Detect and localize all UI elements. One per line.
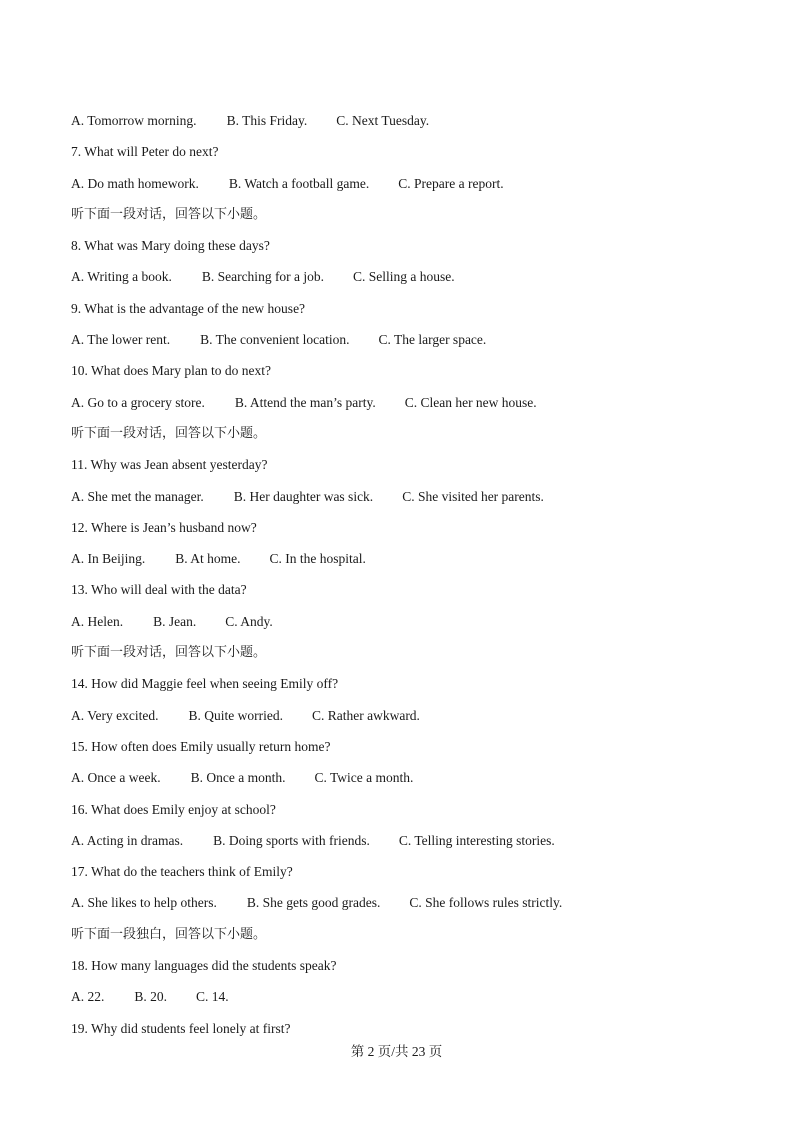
option-b: B. Watch a football game. <box>228 175 370 191</box>
option-b: B. Searching for a job. <box>201 269 325 285</box>
question-8: 8. What was Mary doing these days? <box>71 238 270 254</box>
question-15: 15. How often does Emily usually return home? <box>71 738 331 754</box>
page-number: 第 2 页/共 23 页 <box>350 1044 443 1059</box>
question-11: 11. Why was Jean absent yesterday? <box>71 457 268 473</box>
option-a: A. Once a week. <box>71 770 161 786</box>
answer-options <box>71 767 751 798</box>
answer-options <box>71 392 751 423</box>
question-14: 14. How did Maggie feel when seeing Emily off? <box>71 676 339 692</box>
option-a: A. Do math homework. <box>71 175 199 191</box>
option-b: B. Attend the man’s party. <box>234 394 376 410</box>
option-b: B. Jean. <box>153 613 197 629</box>
answer-options <box>71 329 751 360</box>
answer-options <box>71 611 751 642</box>
question-12: 12. Where is Jean’s husband now? <box>71 519 257 535</box>
question-13: 13. Who will deal with the data? <box>71 582 247 598</box>
option-c: C. Prepare a report. <box>398 175 504 191</box>
option-c: C. Clean her new house. <box>404 394 537 410</box>
section-instruction: 听下面一段对话，回答以下小题。 <box>71 425 267 441</box>
option-c: C. Next Tuesday. <box>336 113 430 128</box>
option-a: A. Very excited. <box>71 707 159 723</box>
option-b: B. 20. <box>134 989 168 1005</box>
option-a: A. Writing a book. <box>71 269 172 285</box>
answer-options <box>71 705 751 736</box>
question-19: 19. Why did students feel lonely at first? <box>71 1020 291 1036</box>
question-17: 17. What do the teachers think of Emily? <box>71 864 293 880</box>
answer-options <box>71 173 751 204</box>
option-b: B. This Friday. <box>226 113 308 128</box>
answer-options <box>71 986 751 1017</box>
option-a: A. Tomorrow morning. <box>71 113 197 128</box>
option-a: A. Go to a grocery store. <box>71 394 205 410</box>
option-b: B. Quite worried. <box>188 707 283 723</box>
question-18: 18. How many languages did the students speak? <box>71 958 337 974</box>
question-list <box>71 110 751 1049</box>
option-b: B. Her daughter was sick. <box>233 488 374 504</box>
option-c: C. Telling interesting stories. <box>398 832 555 848</box>
answer-options <box>71 110 751 141</box>
option-c: C. Rather awkward. <box>311 707 420 723</box>
option-c: C. Andy. <box>225 613 273 629</box>
answer-options <box>71 548 751 579</box>
option-a: A. In Beijing. <box>71 551 146 567</box>
option-a: A. Acting in dramas. <box>71 832 184 848</box>
answer-options <box>71 830 751 861</box>
section-instruction: 听下面一段对话，回答以下小题。 <box>71 206 267 222</box>
section-instruction: 听下面一段独白，回答以下小题。 <box>71 926 267 942</box>
answer-options <box>71 486 751 517</box>
option-a: A. She likes to help others. <box>71 895 217 911</box>
option-c: C. 14. <box>196 989 229 1005</box>
answer-options <box>71 892 751 923</box>
option-b: B. The convenient location. <box>200 332 350 348</box>
question-9: 9. What is the advantage of the new house? <box>71 300 306 316</box>
option-b: B. Once a month. <box>190 770 286 786</box>
option-a: A. She met the manager. <box>71 488 204 504</box>
option-c: C. She visited her parents. <box>402 488 544 504</box>
option-b: B. She gets good grades. <box>246 895 381 911</box>
question-7: 7. What will Peter do next? <box>71 144 219 160</box>
question-16: 16. What does Emily enjoy at school? <box>71 801 276 817</box>
section-instruction: 听下面一段对话，回答以下小题。 <box>71 645 267 661</box>
option-b: B. Doing sports with friends. <box>213 832 370 848</box>
option-a: A. The lower rent. <box>71 332 171 348</box>
question-10: 10. What does Mary plan to do next? <box>71 363 271 379</box>
option-c: C. Twice a month. <box>314 770 414 786</box>
answer-options <box>71 266 751 297</box>
option-c: C. In the hospital. <box>269 551 366 567</box>
option-a: A. Helen. <box>71 613 124 629</box>
option-a: A. 22. <box>71 989 105 1005</box>
option-c: C. Selling a house. <box>353 269 455 285</box>
option-c: C. The larger space. <box>378 332 487 348</box>
option-b: B. At home. <box>175 551 241 567</box>
option-c: C. She follows rules strictly. <box>409 895 563 911</box>
